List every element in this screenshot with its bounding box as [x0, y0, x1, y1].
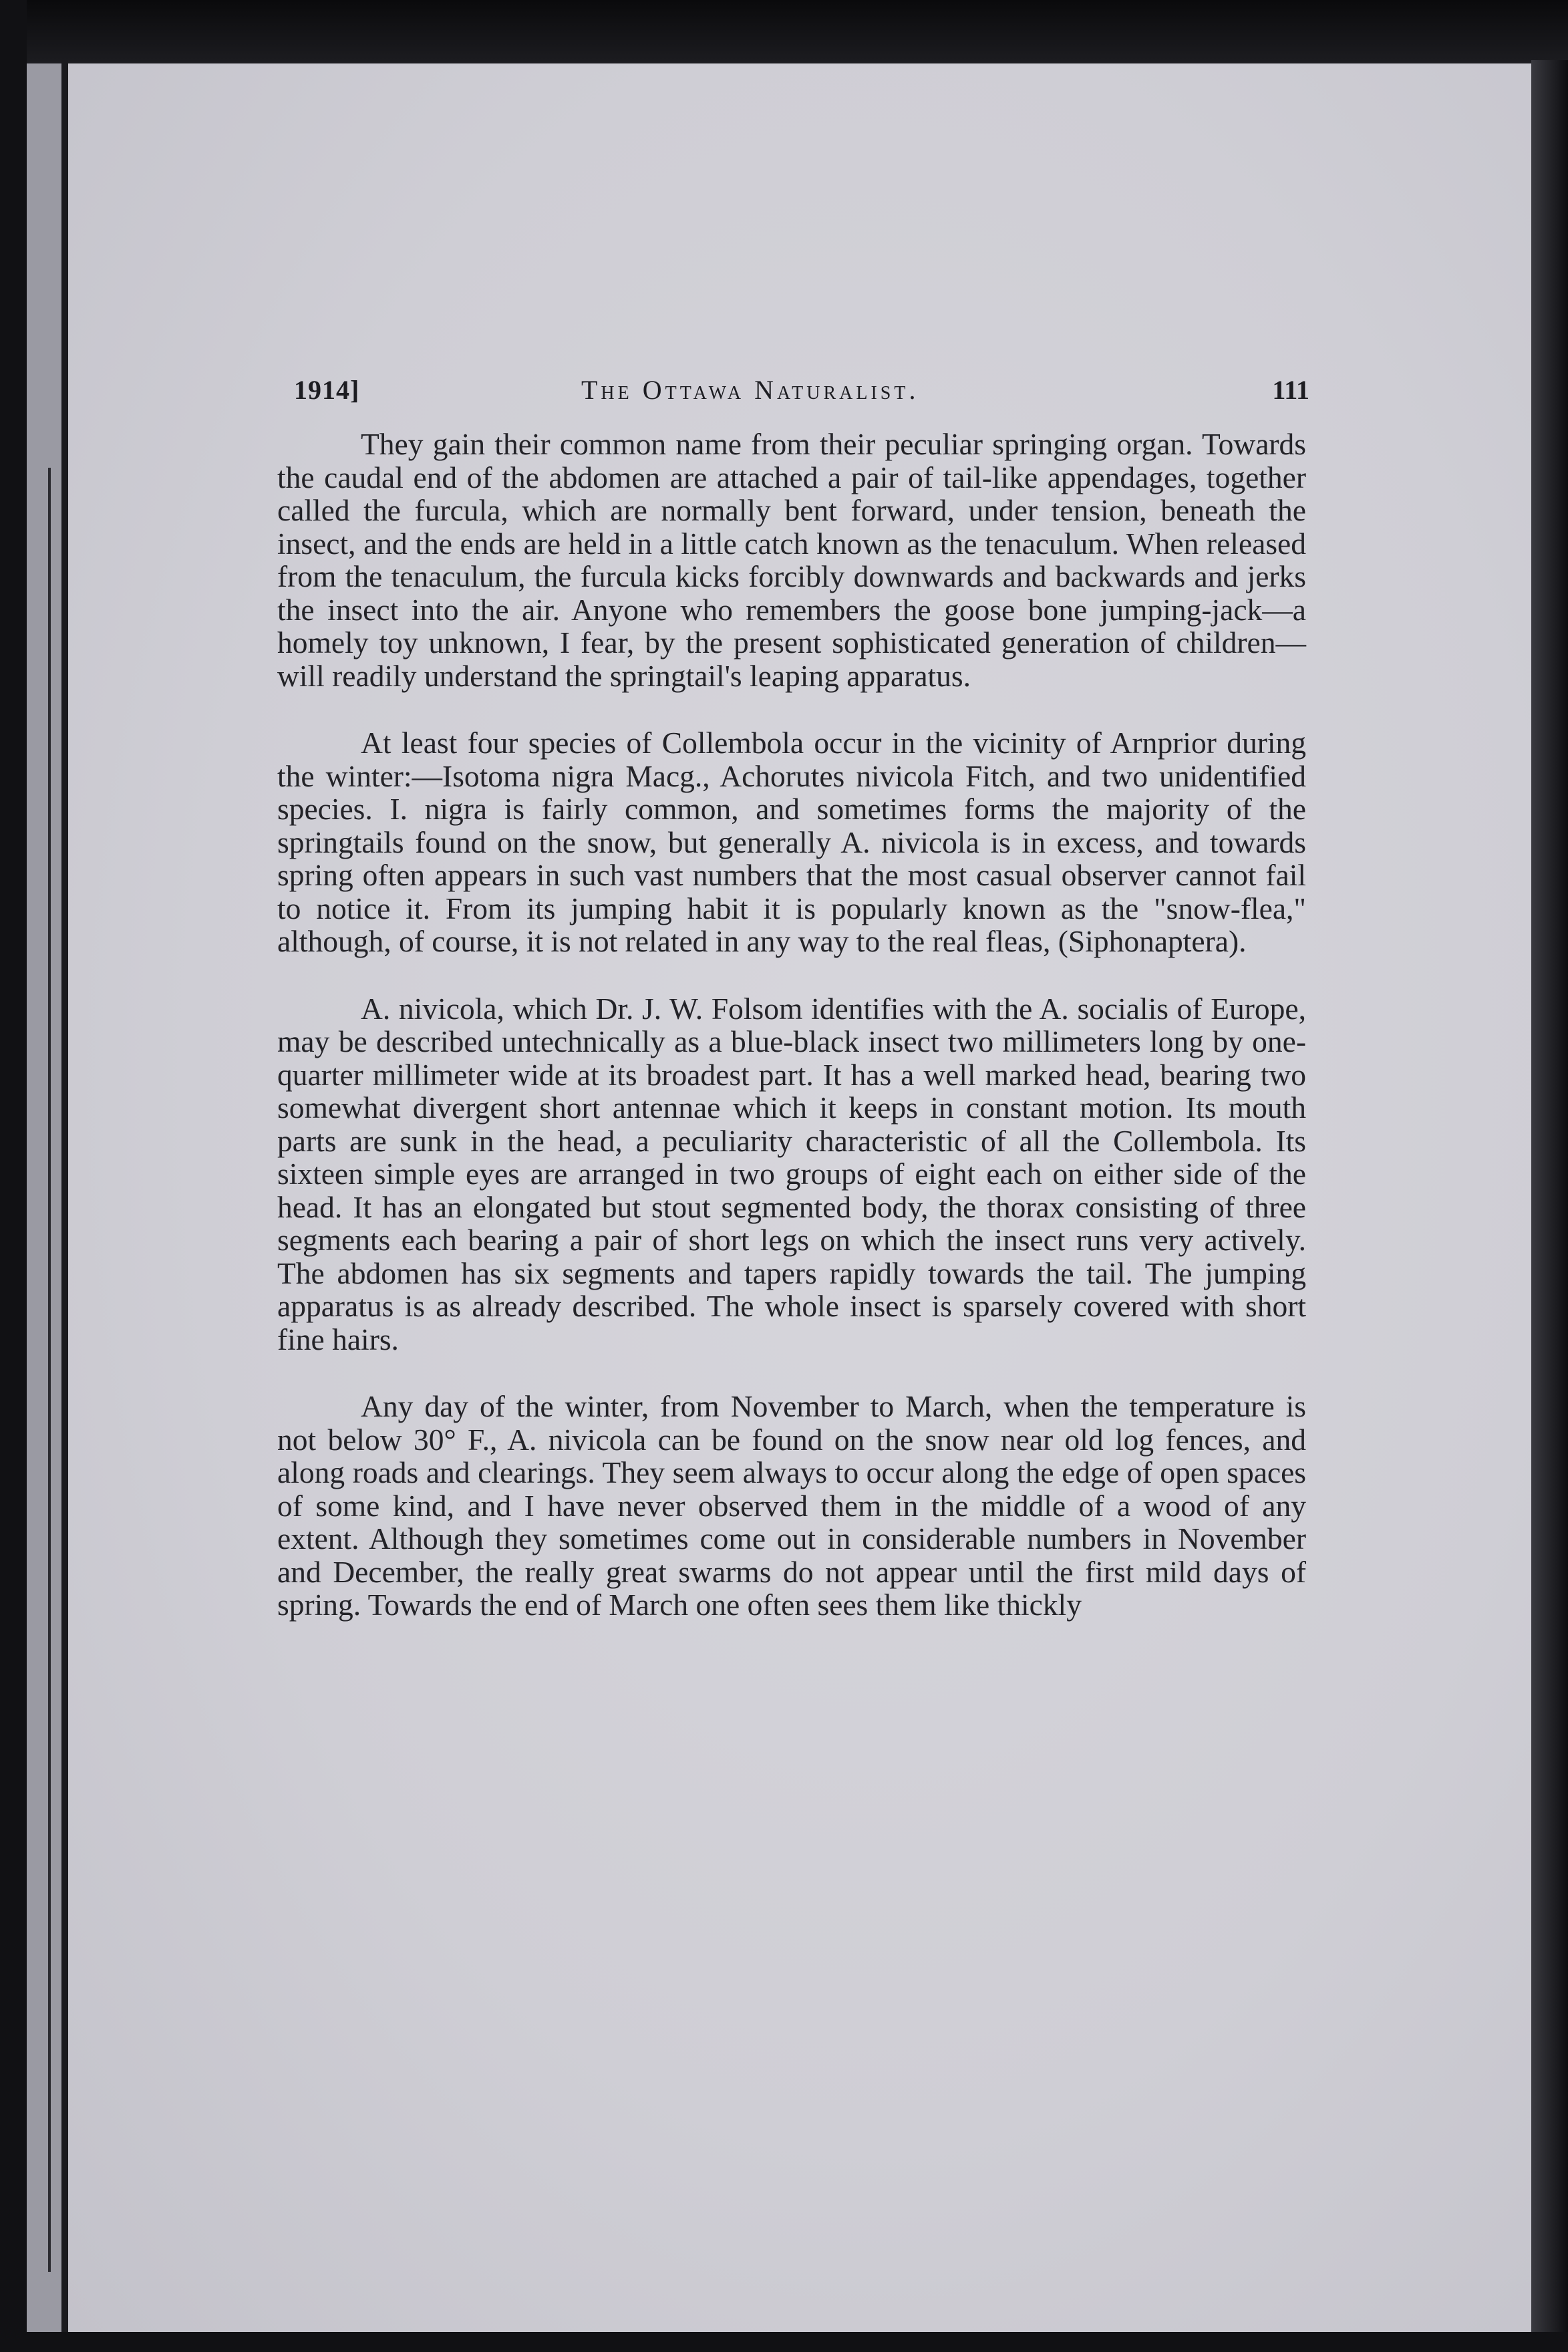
journal-title: The Ottawa Naturalist.: [581, 375, 919, 405]
scan-frame-right: [1531, 60, 1568, 2352]
paragraph-springing-organ: They gain their common name from their peculiar springing organ. Towards the caudal end of the abdomen are attached a pair of tail-like appendages, together called the furcula, which are normally bent forward, under tension, beneath the insect, and the ends are held in a little catch known as the tenaculum. When released from the tenaculum, the furcula kicks forcibly downwards and backwards and jerks the insect into the air. Anyone who remembers the goose bone jumping-jack—a homely toy unknown, I fear, by the present sophisticated generation of children—will readily understand the springtail's leaping apparatus.: [277, 427, 1306, 693]
paragraph-species: At least four species of Collembola occur in the vicinity of Arnprior during the winter:—Isotoma nigra Macg., Achorutes nivicola Fitch, and two unidentified species. I. nigra is fairly common, and sometimes forms the majority of the springtails found on the snow, but generally A. nivicola is in excess, and towards spring often appears in such vast numbers that the most casual observer cannot fail to notice it. From its jumping habit it is popularly known as the "snow-flea," although, of course, it is not related in any way to the real fleas, (Siphonaptera).: [277, 726, 1306, 958]
body-text: [277, 428, 1306, 1622]
paragraph-winter-occurrence: Any day of the winter, from November to March, when the temperature is not below 30° F., A. nivicola can be found on the snow near old log fences, and along roads and clearings. They seem always to occur along the edge of open spaces of some kind, and I have never observed them in the middle of a wood of any extent. Although they sometimes come out in considerable numbers in November and December, the really great swarms do not appear until the first mild days of spring. Towards the end of March one often sees them like thickly: [277, 1389, 1306, 1622]
paragraph-description: A. nivicola, which Dr. J. W. Folsom identifies with the A. socialis of Europe, may be described untechnically as a blue-black insect two millimeters long by one-quarter millimeter wide at its broadest part. It has a well marked head, bearing two somewhat divergent short antennae which it keeps in constant motion. Its mouth parts are sunk in the head, a peculiarity characteristic of all the Collembola. Its sixteen simple eyes are arranged in two groups of eight each on either side of the head. It has an elongated but stout segmented body, the thorax consisting of three segments each bearing a pair of short legs on which the insect runs very actively. The abdomen has six segments and tapers rapidly towards the tail. The jumping apparatus is as already described. The whole insect is sparsely covered with short fine hairs.: [277, 991, 1306, 1356]
scan-frame-bottom: [0, 2332, 1568, 2352]
header-year: 1914]: [294, 375, 360, 405]
running-header: [294, 374, 1309, 414]
page-gutter-line: [61, 60, 68, 2332]
scan-frame-top: [0, 0, 1568, 63]
scan-frame-left: [0, 0, 27, 2352]
page-number: 111: [1272, 375, 1309, 405]
page-edge-line: [48, 468, 51, 2272]
